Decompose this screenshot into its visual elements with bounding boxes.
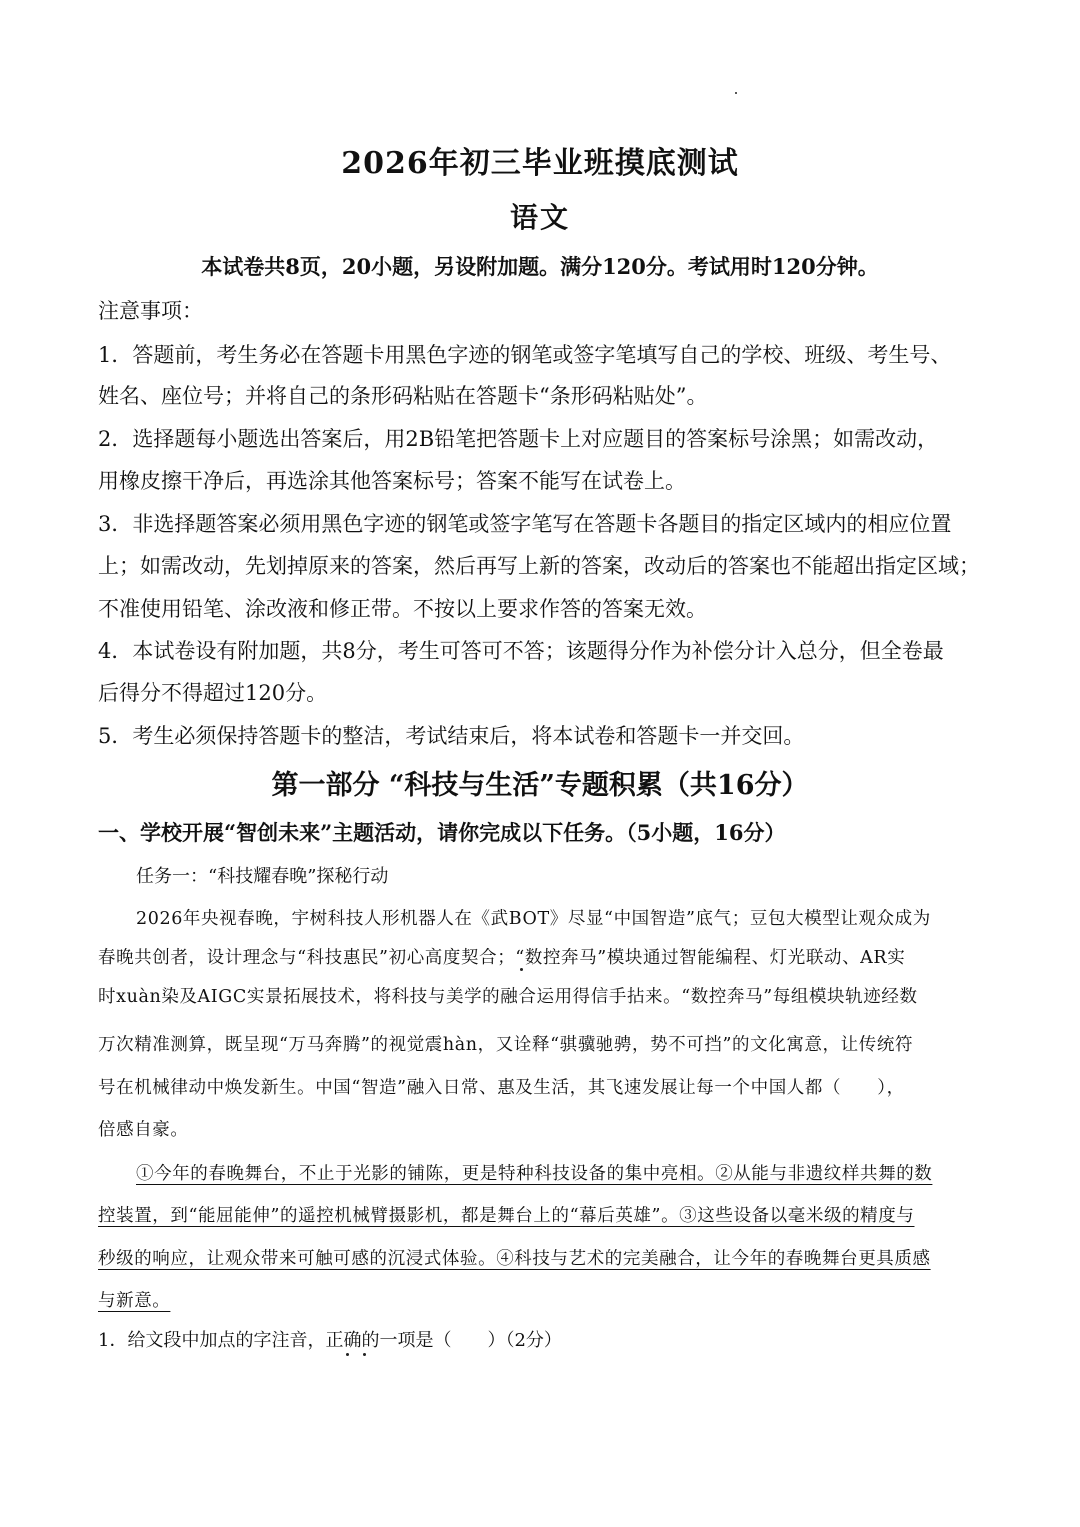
notice-line: 1．答题前，考生务必在答题卡用黑色字迹的钢笔或签字笔填写自己的学校、班级、考生号、: [98, 343, 952, 367]
notice-line: 姓名、座位号；并将自己的条形码粘贴在答题卡“条形码粘贴处”。: [98, 384, 708, 408]
passage-line: 2026年央视春晚，宇树科技人形机器人在《武BOT》尽显“中国智造”底气；豆包大模型让观众成为: [136, 909, 931, 929]
underlined-passage-line: 控装置，到“能屈能伸”的遥控机械臂摄影机，都是舞台上的“幕后英雄”。③这些设备以毫米级的精度与: [98, 1206, 915, 1226]
notice-line: 5．考生必须保持答题卡的整洁，考试结束后，将本试卷和答题卡一并交回。: [98, 724, 805, 748]
notice-heading: 注意事项：: [98, 299, 203, 323]
passage-line: 春晚共创者，设计理念与“科技惠民”初心高度契合；“数控奔马”模块通过智能编程、灯光联动、AR实: [98, 948, 906, 968]
emphasis-dot: [363, 1353, 366, 1356]
underlined-passage-line: 与新意。: [98, 1291, 171, 1311]
underlined-passage-line: 秒级的响应，让观众带来可触可感的沉浸式体验。④科技与艺术的完美融合，让今年的春晚舞台更具质感: [98, 1249, 931, 1269]
notice-line: 2．选择题每小题选出答案后，用2B铅笔把答题卡上对应题目的答案标号涂黑；如需改动，: [98, 427, 939, 451]
part1-question-heading: 一、学校开展“智创未来”主题活动，请你完成以下任务。（5小题，16分）: [98, 820, 786, 845]
passage-line: 时xuàn染及AIGC实景拓展技术，将科技与美学的融合运用得信手拈来。“数控奔马”每组模块轨迹经数: [98, 987, 918, 1007]
task-one-title: 任务一：“科技耀春晚”探秘行动: [136, 866, 389, 887]
question-1: 1．给文段中加点的字注音，正确的一项是（ ）（2分）: [98, 1330, 562, 1351]
exam-subject: 语文: [509, 201, 570, 234]
emphasis-dot: [346, 1353, 349, 1356]
passage-line: 万次精准测算，既呈现“万马奔腾”的视觉震hàn，又诠释“骐骥驰骋，势不可挡”的文化寓意，让传统符: [98, 1035, 914, 1055]
emphasis-dot: [520, 968, 523, 971]
part1-title: 第一部分 “科技与生活”专题积累（共16分）: [271, 770, 809, 801]
passage-line: 号在机械律动中焕发新生。中国“智造”融入日常、惠及生活，其飞速发展让每一个中国人都（ ），: [98, 1078, 905, 1098]
notice-line: 后得分不得超过120分。: [98, 681, 328, 705]
notice-line: 不准使用铅笔、涂改液和修正带。不按以上要求作答的答案无效。: [98, 597, 707, 621]
exam-title: 2026年初三毕业班摸底测试: [341, 146, 739, 181]
exam-intro: 本试卷共8页，20小题，另设附加题。满分120分。考试用时120分钟。: [201, 254, 879, 279]
passage-line: 倍感自豪。: [98, 1120, 189, 1140]
notice-line: 上；如需改动，先划掉原来的答案，然后再写上新的答案，改动后的答案也不能超出指定区域；: [98, 554, 980, 578]
notice-line: 4．本试卷设有附加题，共8分，考生可答可不答；该题得分作为补偿分计入总分，但全卷最: [98, 639, 944, 663]
underlined-passage-line: ①今年的春晚舞台，不止于光影的铺陈，更是特种科技设备的集中亮相。②从能与非遗纹样共舞的数: [136, 1164, 933, 1184]
notice-line: 用橡皮擦干净后，再选涂其他答案标号；答案不能写在试卷上。: [98, 469, 686, 493]
notice-line: 3．非选择题答案必须用黑色字迹的钢笔或签字笔写在答题卡各题目的指定区域内的相应位置: [98, 512, 952, 536]
scan-speck: [735, 92, 737, 94]
